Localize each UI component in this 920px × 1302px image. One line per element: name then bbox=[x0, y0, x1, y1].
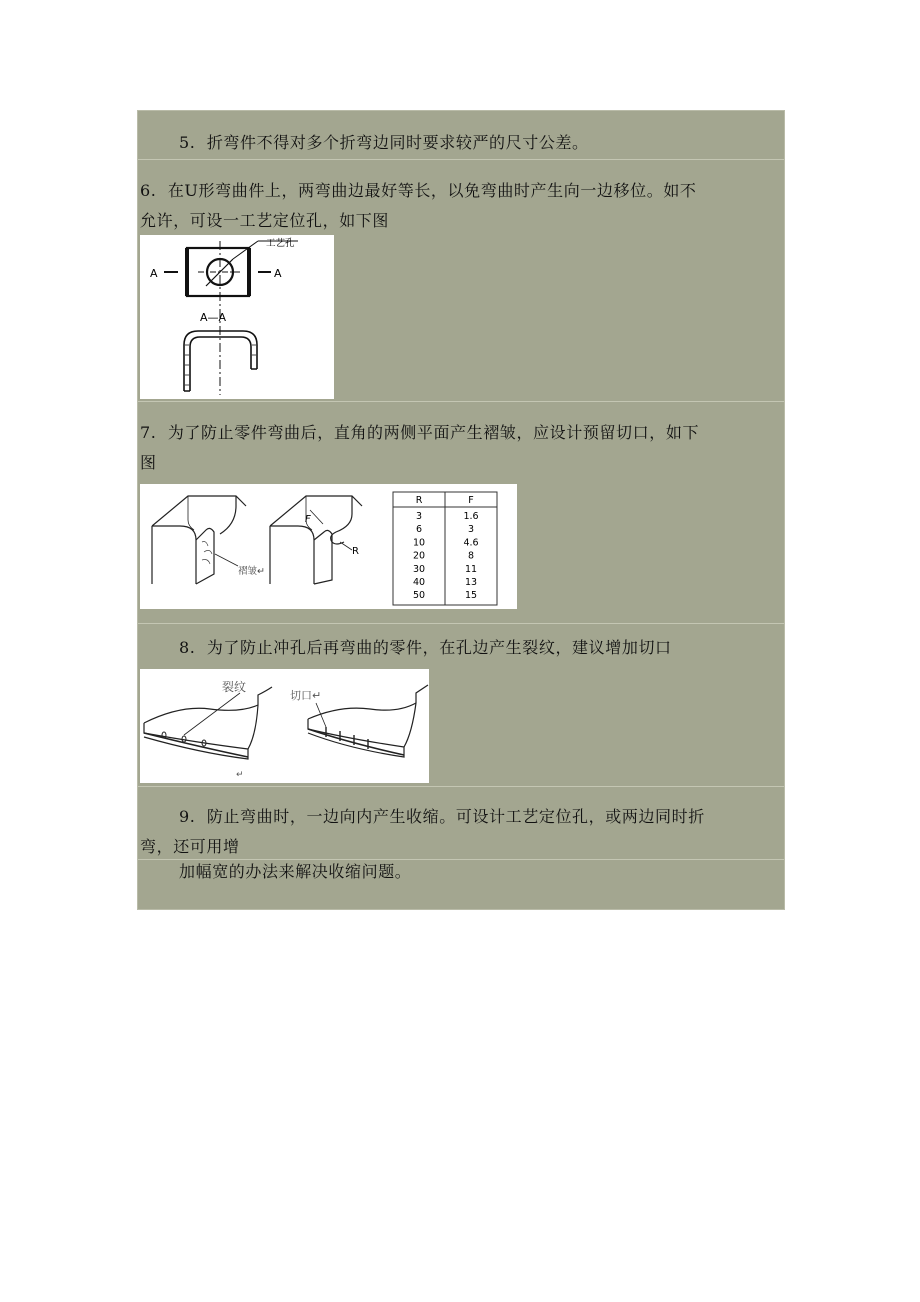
item-8-text: 8. 为了防止冲孔后再弯曲的零件，在孔边产生裂纹，建议增加切口 bbox=[179, 638, 672, 657]
rf-table-cell: 8 bbox=[467, 550, 475, 562]
relief-r-label: R bbox=[352, 546, 359, 557]
row-divider bbox=[138, 786, 784, 787]
wrinkle-label: 褶皱↵ bbox=[238, 566, 265, 577]
section-mark-right: A bbox=[274, 267, 282, 280]
item-7-line-1: 7. 为了防止零件弯曲后，直角的两侧平面产生褶皱，应设计预留切口，如下 bbox=[140, 423, 700, 442]
crack-label: 裂纹 bbox=[222, 680, 247, 694]
item-7-line-2: 图 bbox=[140, 453, 157, 472]
item-5-text: 5. 折弯件不得对多个折弯边同时要求较严的尺寸公差。 bbox=[179, 133, 589, 152]
rf-table-header: F bbox=[468, 495, 474, 506]
rf-table-cell: 4.6 bbox=[463, 537, 479, 549]
rf-table-cell: 50 bbox=[412, 590, 426, 602]
crack-notch-figure bbox=[140, 669, 429, 783]
rf-table-cell: 11 bbox=[464, 563, 478, 575]
corner-relief-figure bbox=[140, 484, 517, 609]
relief-f-label: F bbox=[305, 514, 311, 525]
row-divider bbox=[138, 401, 784, 402]
rf-table-cell: 6 bbox=[415, 524, 423, 536]
u-bend-figure bbox=[140, 235, 334, 399]
hole-label: 工艺孔 bbox=[266, 238, 295, 249]
rf-table-cell: 30 bbox=[412, 563, 426, 575]
section-mark-left: A bbox=[150, 267, 158, 280]
rf-table-cell: 10 bbox=[412, 537, 426, 549]
return-mark: ↵ bbox=[236, 770, 244, 780]
rf-table-cell: 3 bbox=[467, 524, 475, 536]
rf-table bbox=[413, 495, 479, 601]
rf-table-cell: 1.6 bbox=[463, 511, 479, 522]
row-divider bbox=[138, 159, 784, 160]
item-9-line-1: 9. 防止弯曲时，一边向内产生收缩。可设计工艺定位孔，或两边同时折 bbox=[179, 807, 705, 826]
item-6-line-2: 允许，可设一工艺定位孔，如下图 bbox=[140, 211, 390, 230]
item-9-line-3: 加幅宽的办法来解决收缩问题。 bbox=[179, 862, 412, 881]
rf-table-cell: 3 bbox=[415, 511, 423, 522]
notch-label: 切口↵ bbox=[290, 689, 322, 702]
section-label: A—A bbox=[200, 311, 227, 324]
rf-table-cell: 40 bbox=[412, 577, 426, 588]
rf-table-header: R bbox=[415, 495, 423, 506]
item-9-line-2: 弯，还可用增 bbox=[140, 837, 240, 856]
rf-table-cell: 13 bbox=[464, 577, 478, 588]
item-6-line-1: 6. 在U形弯曲件上，两弯曲边最好等长，以免弯曲时产生向一边移位。如不 bbox=[140, 181, 697, 200]
rf-table-cell: 15 bbox=[464, 590, 478, 602]
rf-table-cell: 20 bbox=[412, 550, 426, 562]
document-page bbox=[137, 110, 785, 910]
row-divider bbox=[138, 623, 784, 624]
